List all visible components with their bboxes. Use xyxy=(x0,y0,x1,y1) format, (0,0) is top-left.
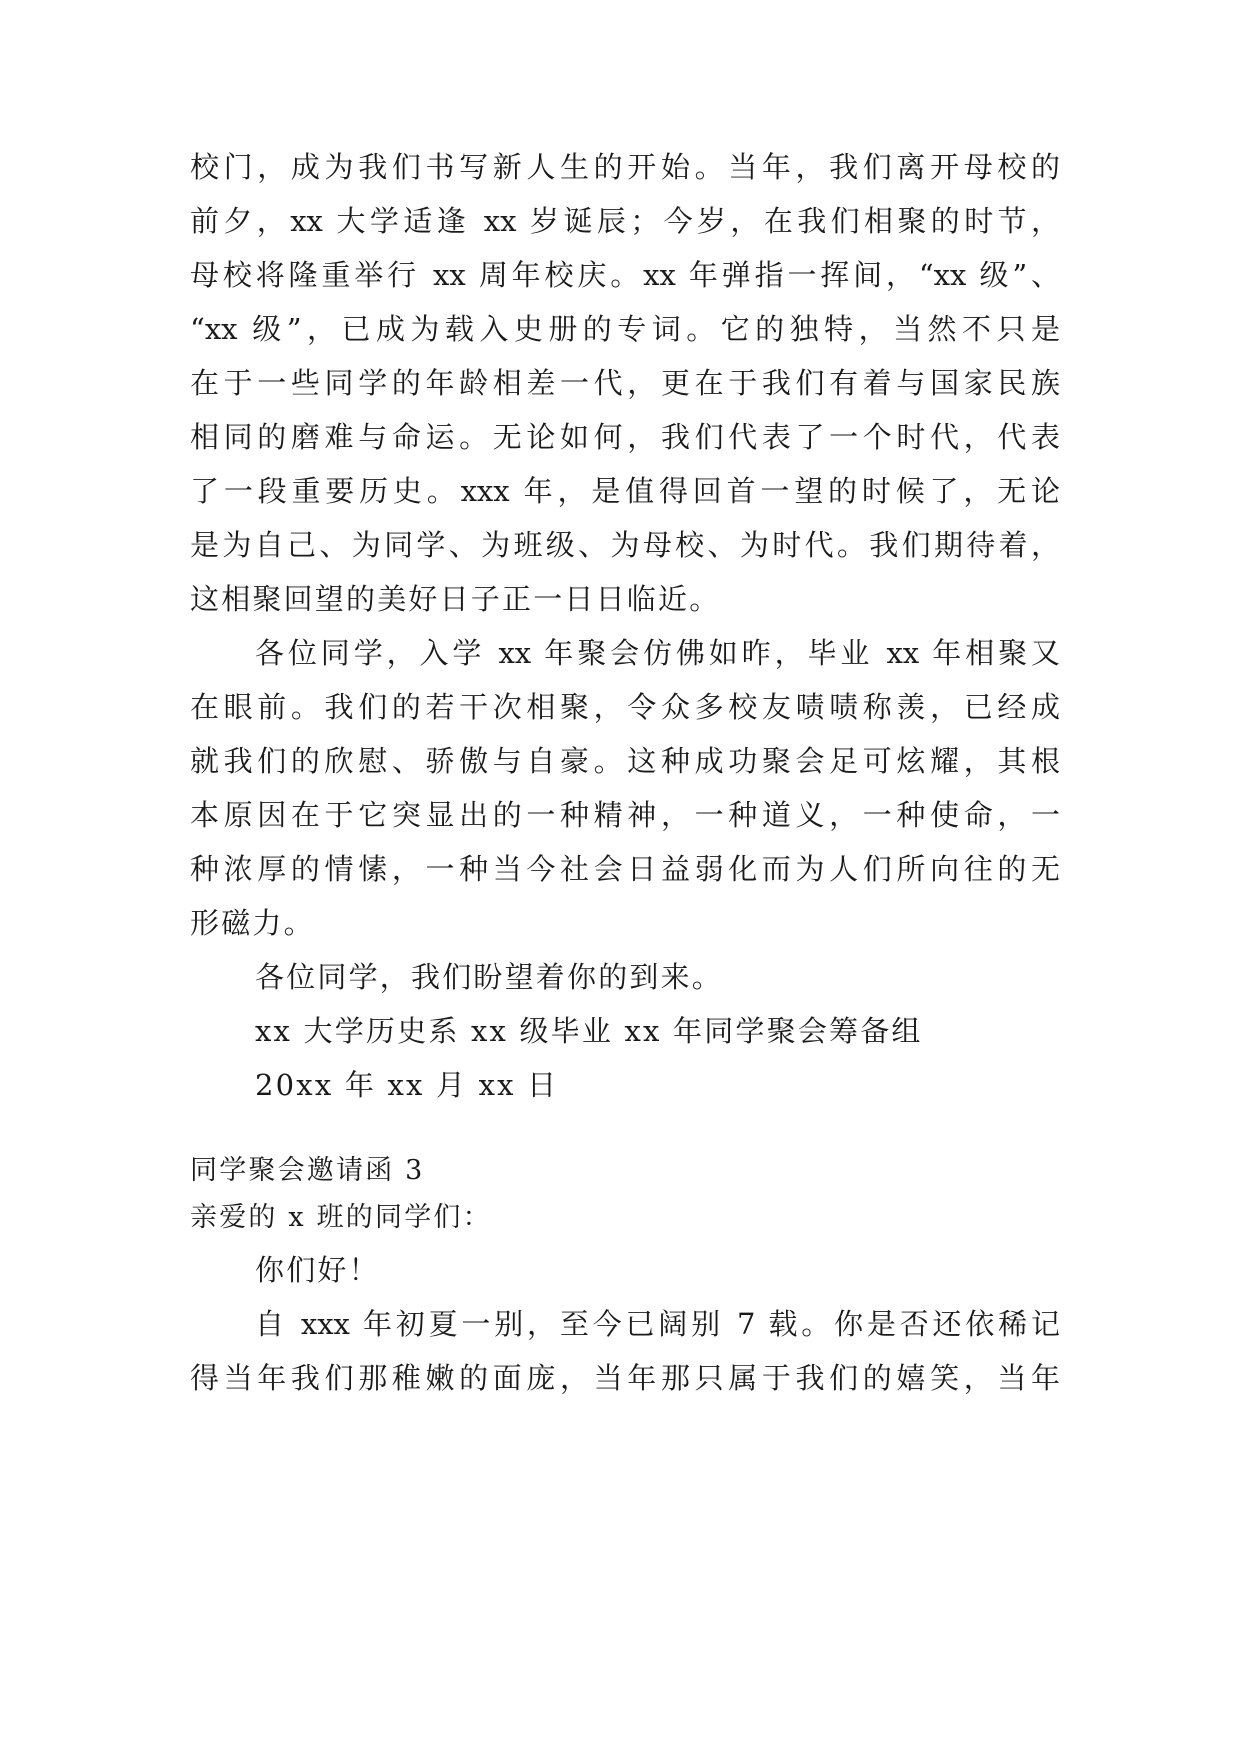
para3-line: 自 xxx 年初夏一别，至今已阔别 7 载。你是否还依稀记 xyxy=(255,1307,1060,1341)
section-title: 同学聚会邀请函 3 xyxy=(190,1155,425,1186)
para2-line: 形磁力。 xyxy=(190,906,315,940)
para1-line: 校门，成为我们书写新人生的开始。当年，我们离开母校的 xyxy=(190,150,1060,184)
para1-line: 这相聚回望的美好日子正一日日临近。 xyxy=(190,582,721,616)
para2-line: 就我们的欣慰、骄傲与自豪。这种成功聚会足可炫耀，其根 xyxy=(190,744,1060,778)
para1-line: 前夕，xx 大学适逢 xx 岁诞辰；今岁，在我们相聚的时节， xyxy=(190,204,1060,238)
para2-line: 在眼前。我们的若干次相聚，令众多校友啧啧称羡，已经成 xyxy=(190,690,1060,724)
para1-line: 是为自己、为同学、为班级、为母校、为时代。我们期待着， xyxy=(190,528,1060,562)
para1-line: “xx 级”，已成为载入史册的专词。它的独特，当然不只是 xyxy=(190,312,1060,346)
para1-line: 了一段重要历史。xxx 年，是值得回首一望的时候了，无论 xyxy=(190,474,1060,508)
salutation-text: 亲爱的 x 班的同学们： xyxy=(190,1202,492,1233)
signature-text: xx 大学历史系 xx 级毕业 xx 年同学聚会筹备组 xyxy=(255,1014,923,1048)
greeting-text: 你们好！ xyxy=(255,1253,380,1287)
para1-line: 母校将隆重举行 xx 周年校庆。xx 年弹指一挥间，“xx 级”、 xyxy=(190,258,1060,292)
para1-line: 在于一些同学的年龄相差一代，更在于我们有着与国家民族 xyxy=(190,366,1060,400)
para3-line: 得当年我们那稚嫩的面庞，当年那只属于我们的嬉笑，当年 xyxy=(190,1361,1060,1395)
para2-line: 各位同学，入学 xx 年聚会仿佛如昨，毕业 xx 年相聚又 xyxy=(255,636,1060,670)
para2-line: 种浓厚的情愫，一种当今社会日益弱化而为人们所向往的无 xyxy=(190,852,1060,886)
para2-line: 本原因在于它突显出的一种精神，一种道义，一种使命，一 xyxy=(190,798,1060,832)
closing-text: 各位同学，我们盼望着你的到来。 xyxy=(255,960,724,994)
para1-line: 相同的磨难与命运。无论如何，我们代表了一个时代，代表 xyxy=(190,420,1060,454)
date-text: 20xx 年 xx 月 xx 日 xyxy=(255,1068,559,1102)
